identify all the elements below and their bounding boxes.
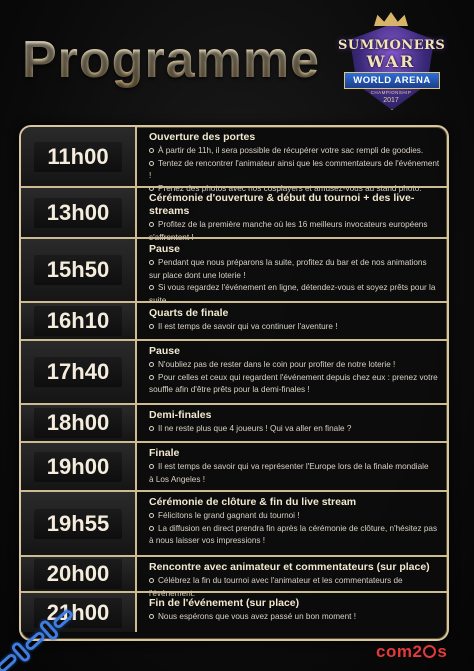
circle-bullet-icon [149,513,154,518]
crown-icon [374,12,408,26]
circle-bullet-icon [149,285,154,290]
circle-bullet-icon [149,526,154,531]
circle-bullet-icon [149,464,154,469]
schedule-detail-line: sur place dont une loterie ! [149,270,246,280]
schedule-row [21,441,447,490]
schedule-time: 13h00 [21,188,137,237]
schedule-details [137,593,447,632]
schedule-heading: Cérémonie d'ouverture & début du tournoi + des live-streams [149,192,415,217]
summoners-war-world-arena-logo [338,6,444,114]
schedule-details [137,557,447,598]
logo-line-2: WAR [366,52,416,71]
schedule-heading: Finale [149,447,180,459]
schedule-row [21,555,447,598]
schedule-row [21,186,447,242]
schedule-details [137,341,447,403]
schedule-heading: Fin de l'événement (sur place) [149,597,300,609]
schedule-time: 17h40 [21,341,137,403]
circle-bullet-icon [149,260,154,265]
schedule-heading: Demi-finales [149,409,212,421]
schedule-table [19,125,449,641]
schedule-row [21,490,447,555]
schedule-detail-line: Il ne reste plus que 4 joueurs ! Qui va aller en finale ? [149,423,441,436]
circle-bullet-icon [149,578,154,583]
schedule-time: 19h55 [21,492,137,555]
schedule-detail-line: Nous espérons que vous avez passé un bon moment ! [149,611,441,624]
logo-line-3: CHAMPIONSHIP [370,90,412,95]
com2us-logo: com2 s [376,642,448,661]
schedule-detail-line: à Los Angeles ! [149,474,205,484]
schedule-time: 21h00 [21,593,137,632]
schedule-detail-line: Célébrez la fin du tournoi avec l'animateur et les commentateurs de l'événement. [149,576,403,598]
schedule-detail-line: à nous laisser vos impressions ! [149,536,266,545]
schedule-row [21,339,447,403]
schedule-time: 18h00 [21,405,137,441]
schedule-row [21,237,447,305]
circle-bullet-icon [149,375,154,380]
schedule-time: 20h00 [21,557,137,591]
schedule-details [137,443,447,490]
schedule-detail-line: Tentez de rencontrer l'animateur ainsi que les commentateurs de l'événement ! [149,158,440,180]
schedule-heading: Pause [149,345,180,357]
schedule-details [137,239,447,305]
circle-bullet-icon [149,426,154,431]
schedule-row [21,301,447,339]
schedule-heading: Rencontre avec animateur et commentateurs (sur place) [149,561,430,573]
schedule-heading: Quarts de finale [149,307,229,319]
schedule-detail-line: Pour celles et ceux qui regardent l'événement depuis chez eux : prenez votre [149,372,441,385]
schedule-details [137,303,447,339]
schedule-detail-line: Prenez des photos avec nos cosplayers et amusez-vous au stand photo. [149,183,441,196]
circle-bullet-icon [149,148,154,153]
schedule-details [137,492,447,555]
schedule-row [21,403,447,441]
schedule-heading: Pause [149,243,180,255]
schedule-detail-line: N'oubliez pas de rester dans le coin pour profiter de notre loterie ! [149,359,441,372]
schedule-detail-line: La diffusion en direct prendra fin après la cérémonie de clôture, n'hésitez pas [149,523,441,536]
circle-bullet-icon [149,324,154,329]
circle-bullet-icon [149,614,154,619]
page-title: Programme [22,31,320,89]
schedule-heading: Cérémonie de clôture & fin du live stream [149,496,357,508]
schedule-detail-line: s'affrontent ! [149,232,194,242]
schedule-details [137,127,447,193]
schedule-detail-line: À partir de 11h, il sera possible de récupérer votre sac rempli de goodies. [149,145,441,158]
circle-bullet-icon [149,222,154,227]
schedule-details [137,405,447,441]
circle-bullet-icon [149,362,154,367]
schedule-row [21,127,447,193]
schedule-time: 19h00 [21,443,137,490]
schedule-detail-line: Il est temps de savoir qui va représenter l'Europe lors de la finale mondiale [149,461,441,474]
schedule-time: 15h50 [21,239,137,301]
schedule-detail-line: souffle afin d'être prêts pour la demi-finales ! [149,385,310,394]
schedule-detail-line: Si vous regardez l'événement en ligne, détendez-vous et soyez prêts pour la suite. [149,283,436,305]
circle-bullet-icon [149,161,154,166]
schedule-time: 16h10 [21,303,137,339]
schedule-detail-line: Pendant que nous préparons la suite, profitez du bar et de nos animations [149,257,441,270]
schedule-detail-line: Félicitons le grand gagnant du tournoi ! [149,510,441,523]
logo-year: 2017 [383,97,399,104]
chain-decoration [0,600,90,671]
logo-line-1: SUMMONERS [338,38,446,53]
schedule-time: 11h00 [21,127,137,186]
schedule-heading: Ouverture des portes [149,131,256,143]
schedule-detail-line: Il est temps de savoir qui va continuer l'aventure ! [149,321,441,334]
schedule-details [137,188,447,242]
brand-o-icon [423,645,436,658]
schedule-detail-line: Profitez de la première manche où les 16 meilleurs invocateurs européens [149,219,441,232]
logo-banner: WORLD ARENA [344,72,440,89]
